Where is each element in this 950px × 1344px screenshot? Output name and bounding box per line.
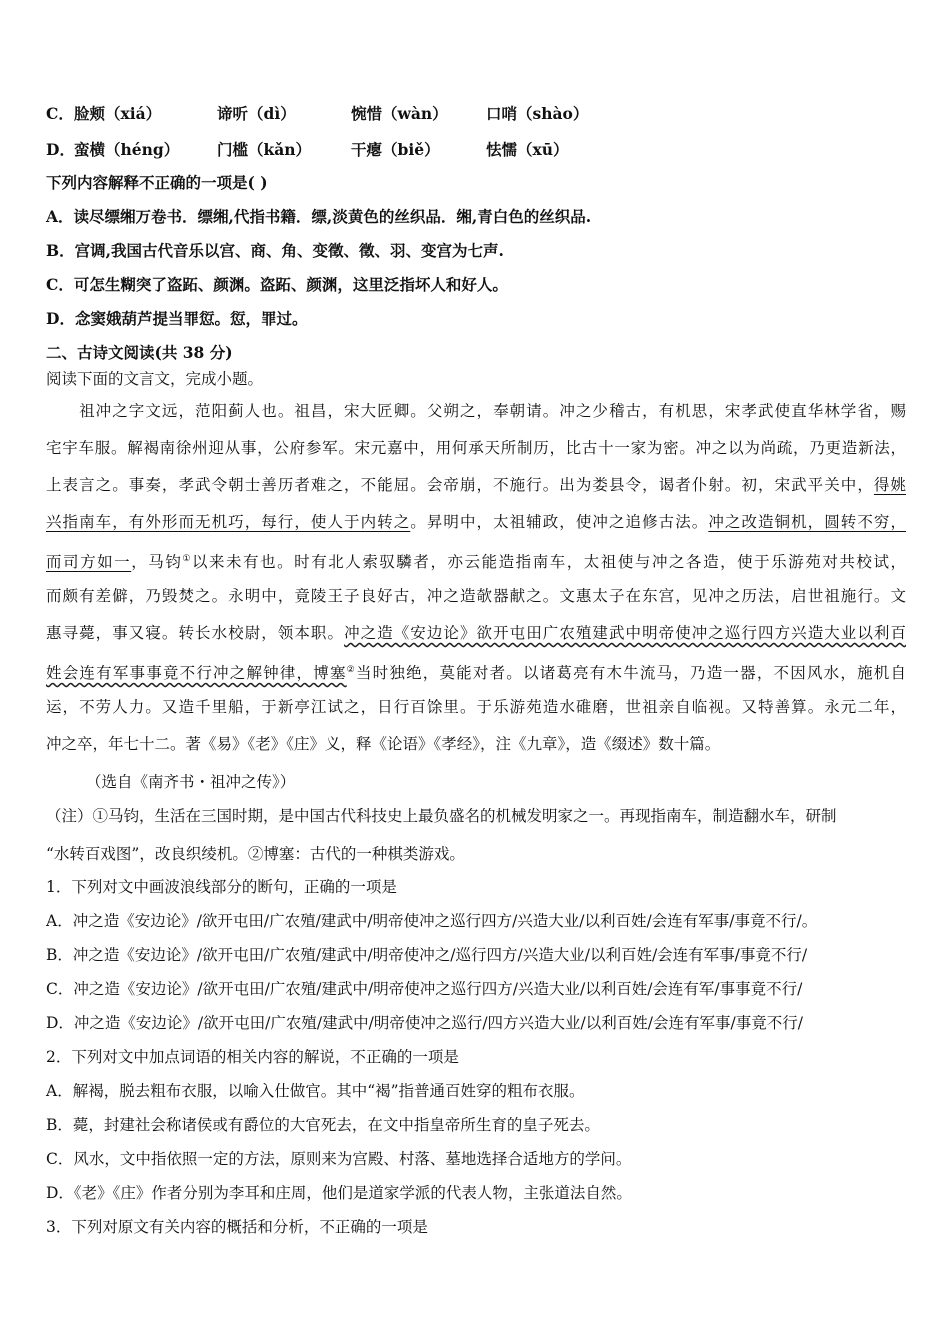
underlined-text: 冲之改造铜机，圆转不穷， xyxy=(708,513,906,531)
wavy-underlined-text: 冲之造《安边论》欲开屯田广农殖建武中明帝使冲之巡行四方兴造大业以利百 xyxy=(344,624,906,642)
question-stem: 下列内容解释不正确的一项是( ) xyxy=(46,173,268,192)
question-stem: 1．下列对文中画波浪线部分的断句，正确的一项是 xyxy=(46,878,397,896)
answer-option: B．冲之造《安边论》/欲开屯田/广农殖/建武中/明帝使冲之/巡行四方/兴造大业/以利百姓/会连有军事/事竟不行/ xyxy=(46,946,808,964)
option-label: C． xyxy=(46,104,74,123)
passage-text: 上表言之。事奏，孝武令朝士善历者难之，不能屈。会帝崩，不施行。出为娄县令，谒者仆射。初，宋武平关中， xyxy=(46,476,874,494)
pinyin-word: 惋惜（wàn） xyxy=(351,104,448,123)
answer-option: A．冲之造《安边论》/欲开屯田/广农殖/建武中/明帝使冲之巡行四方/兴造大业/以利百姓/会连有军事/事竟不行/。 xyxy=(46,912,818,930)
answer-option: C．可怎生糊突了盗跖、颜渊。盗跖、颜渊，这里泛指坏人和好人。 xyxy=(46,275,508,294)
underlined-text: 兴指南车，有外形而无机巧，每行，使人于内转之 xyxy=(46,513,411,531)
answer-option: D．《老》《庄》作者分别为李耳和庄周，他们是道家学派的代表人物，主张道法自然。 xyxy=(46,1184,632,1202)
pinyin-word: 干瘪（biě） xyxy=(351,140,440,159)
pinyin-word: 门槛（kǎn） xyxy=(217,140,312,159)
question-stem: 2．下列对文中加点词语的相关内容的解说，不正确的一项是 xyxy=(46,1048,459,1066)
answer-option: A．解褐，脱去粗布衣服，以喻入仕做官。其中“褐”指普通百姓穿的粗布衣服。 xyxy=(46,1082,585,1100)
answer-option: B．宫调,我国古代音乐以宫、商、角、变徵、徵、羽、变宫为七声. xyxy=(46,241,504,260)
pinyin-word: 脸颊（xiá） xyxy=(74,104,162,123)
underlined-text: 得姚 xyxy=(873,476,906,494)
passage-text: 当时独绝，莫能对者。以诸葛亮有木牛流马，乃造一器，不因风水，施机自 xyxy=(355,664,906,683)
passage-line xyxy=(46,660,906,697)
answer-option: C．冲之造《安边论》/欲开屯田/广农殖/建武中/明帝使冲之巡行四方/兴造大业/以利百姓/会连有军/事事竟不行/ xyxy=(46,980,803,998)
answer-option: C．风水，文中指依照一定的方法，原则来为宫殿、村落、墓地选择合适地方的学问。 xyxy=(46,1150,632,1168)
section-heading: 二、古诗文阅读(共 38 分) xyxy=(46,343,233,362)
passage-text: 。昇明中，太祖辅政，使冲之追修古法。 xyxy=(410,513,709,531)
option-label: D． xyxy=(46,140,75,159)
pinyin-word: 口哨（shào） xyxy=(486,104,589,123)
passage-source: （选自《南齐书・祖冲之传》） xyxy=(86,773,296,791)
passage-text: ，马钧 xyxy=(131,553,183,572)
passage-line: 运，不劳人力。又造千里船，于新亭江试之，日行百馀里。于乐游苑造水碓磨，世祖亲自临视。又特善算。永元二年， xyxy=(46,698,906,716)
pinyin-word: 谛听（dì） xyxy=(217,104,296,123)
answer-option: B．薨，封建社会称诸侯或有爵位的大官死去，在文中指皇帝所生育的皇子死去。 xyxy=(46,1116,600,1134)
footnote-line: （注）①马钧，生活在三国时期，是中国古代科技史上最负盛名的机械发明家之一。再现指南车，制造翻水车，研制 xyxy=(46,807,837,825)
passage-line xyxy=(46,623,906,660)
passage-line: 宅宇车服。解褐南徐州迎从事，公府参军。宋元嘉中，用何承天所制历，比古十一家为密。冲之以为尚疏，乃更造新法， xyxy=(46,439,906,457)
answer-option: A．读尽缥缃万卷书．缥缃,代指书籍．缥,淡黄色的丝织品．缃,青白色的丝织品. xyxy=(46,207,592,226)
footnote-marker: ② xyxy=(346,665,356,675)
underlined-text: 而司方如一 xyxy=(46,553,132,572)
classical-passage xyxy=(46,401,906,771)
pinyin-word: 蛮横（héng） xyxy=(74,140,180,159)
pinyin-word: 怯懦（xū） xyxy=(486,140,569,159)
passage-line xyxy=(46,549,906,586)
passage-line xyxy=(46,475,906,512)
passage-line: 冲之卒，年七十二。著《易》《老》《庄》义，释《论语》《孝经》，注《九章》，造《缀述》数十篇。 xyxy=(46,735,721,753)
passage-text: 以来未有也。时有北人索驭驎者，亦云能造指南车，太祖使与冲之各造，使于乐游苑对共校试， xyxy=(191,553,906,572)
footnote-line: “水转百戏图”，改良织绫机。②博塞：古代的一种棋类游戏。 xyxy=(46,845,465,863)
footnote-marker: ① xyxy=(182,554,192,564)
question-stem: 3．下列对原文有关内容的概括和分析，不正确的一项是 xyxy=(46,1218,428,1236)
passage-line xyxy=(46,512,906,549)
passage-text: 惠寻薨，事又寝。转长水校尉，领本职。 xyxy=(46,624,345,642)
answer-option: D．念窦娥葫芦提当罪愆。愆，罪过。 xyxy=(46,309,308,328)
answer-option: D．冲之造《安边论》/欲开屯田/广农殖/建武中/明帝使冲之巡行/四方兴造大业/以利百姓/会连有军事/事竟不行/ xyxy=(46,1014,803,1032)
passage-line: 祖冲之字文远，范阳蓟人也。祖昌，宋大匠卿。父朔之，奉朝请。冲之少稽古，有机思，宋孝武使直华林学省，赐 xyxy=(46,402,906,420)
passage-line: 而颇有差僻，乃毁焚之。永明中，竟陵王子良好古，冲之造欹器献之。文惠太子在东宫，见冲之历法，启世祖施行。文 xyxy=(46,587,906,605)
section-intro: 阅读下面的文言文，完成小题。 xyxy=(46,370,264,388)
wavy-underlined-text: 姓会连有军事事竟不行冲之解钟律，博塞 xyxy=(46,664,347,683)
